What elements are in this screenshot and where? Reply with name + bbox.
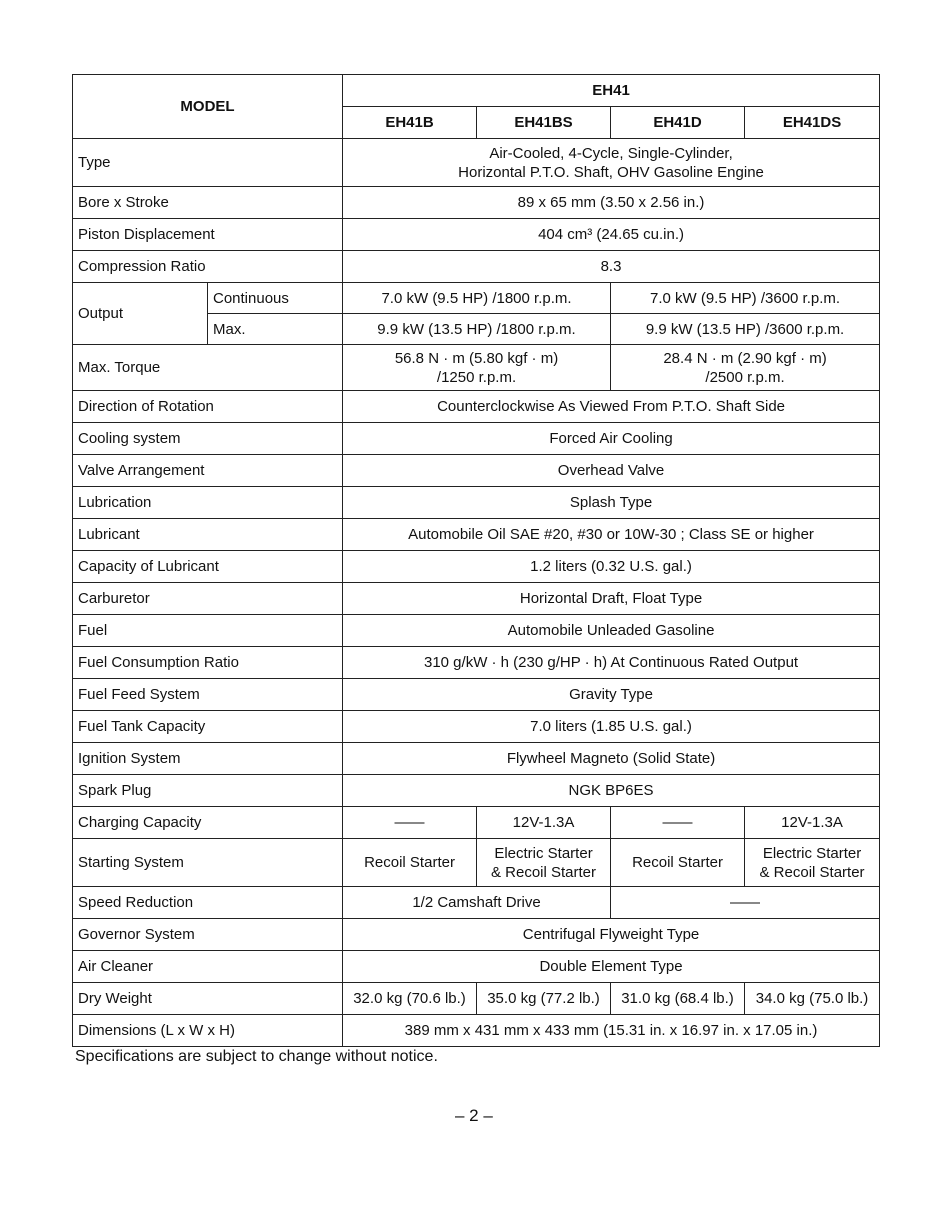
value-line: & Recoil Starter	[490, 863, 597, 881]
row-value: Recoil Starter	[343, 839, 477, 887]
row-value: 7.0 kW (9.5 HP) /1800 r.p.m.	[343, 283, 611, 314]
table-row	[73, 951, 880, 983]
row-label: Compression Ratio	[73, 251, 343, 283]
row-value: Flywheel Magneto (Solid State)	[343, 743, 880, 775]
table-row	[73, 743, 880, 775]
row-value	[343, 345, 611, 391]
table-row	[73, 519, 880, 551]
row-value: 34.0 kg (75.0 lb.)	[745, 983, 880, 1015]
row-label: Valve Arrangement	[73, 455, 343, 487]
row-value: ——	[611, 887, 880, 919]
value-line: Air-Cooled, 4-Cycle, Single-Cylinder,	[489, 144, 733, 162]
row-label: Capacity of Lubricant	[73, 551, 343, 583]
row-label: Fuel Tank Capacity	[73, 711, 343, 743]
value-line: 28.4 N · m (2.90 kgf · m)	[663, 349, 827, 367]
row-value: ——	[343, 807, 477, 839]
table-row	[73, 487, 880, 519]
row-value: Recoil Starter	[611, 839, 745, 887]
row-label: Lubrication	[73, 487, 343, 519]
table-row	[73, 775, 880, 807]
table-row	[73, 455, 880, 487]
table-row	[73, 919, 880, 951]
row-value: Horizontal Draft, Float Type	[343, 583, 880, 615]
row-label: Dimensions (L x W x H)	[73, 1015, 343, 1047]
row-value: Overhead Valve	[343, 455, 880, 487]
row-label: Charging Capacity	[73, 807, 343, 839]
row-label: Type	[73, 139, 343, 187]
row-value	[745, 839, 880, 887]
row-label: Bore x Stroke	[73, 187, 343, 219]
row-value: ——	[611, 807, 745, 839]
table-row	[73, 187, 880, 219]
row-label: Fuel Feed System	[73, 679, 343, 711]
value-line: /1250 r.p.m.	[436, 368, 517, 386]
row-value: 7.0 kW (9.5 HP) /3600 r.p.m.	[611, 283, 880, 314]
row-value: 12V-1.3A	[477, 807, 611, 839]
row-label: Governor System	[73, 919, 343, 951]
row-value: 1.2 liters (0.32 U.S. gal.)	[343, 551, 880, 583]
row-value: Gravity Type	[343, 679, 880, 711]
value-line: /2500 r.p.m.	[705, 368, 785, 386]
table-row	[73, 887, 880, 919]
page-number: – 2 –	[455, 1106, 493, 1125]
table-row	[73, 391, 880, 423]
row-value	[477, 839, 611, 887]
row-label: Direction of Rotation	[73, 391, 343, 423]
row-value: 32.0 kg (70.6 lb.)	[343, 983, 477, 1015]
row-value: Forced Air Cooling	[343, 423, 880, 455]
row-label: Cooling system	[73, 423, 343, 455]
row-value: Centrifugal Flyweight Type	[343, 919, 880, 951]
row-label: Max. Torque	[73, 345, 343, 391]
variant-header: EH41D	[611, 107, 745, 139]
row-value: Automobile Unleaded Gasoline	[343, 615, 880, 647]
row-value: 404 cm³ (24.65 cu.in.)	[343, 219, 880, 251]
value-line: Electric Starter	[762, 844, 862, 862]
table-row	[73, 711, 880, 743]
table-row	[73, 679, 880, 711]
model-header: MODEL	[73, 75, 343, 139]
table-row	[73, 615, 880, 647]
table-row	[73, 807, 880, 839]
row-value: 1/2 Camshaft Drive	[343, 887, 611, 919]
table-row	[73, 423, 880, 455]
table-row	[73, 1015, 880, 1047]
disclaimer-note: Specifications are subject to change without notice.	[75, 1048, 438, 1065]
variant-header: EH41DS	[745, 107, 880, 139]
row-label: Piston Displacement	[73, 219, 343, 251]
row-value: 35.0 kg (77.2 lb.)	[477, 983, 611, 1015]
engine-header: EH41	[343, 75, 880, 107]
table-row	[73, 839, 880, 887]
table-row	[73, 983, 880, 1015]
row-value: 9.9 kW (13.5 HP) /1800 r.p.m.	[343, 314, 611, 345]
row-label: Fuel Consumption Ratio	[73, 647, 343, 679]
row-value: 89 x 65 mm (3.50 x 2.56 in.)	[343, 187, 880, 219]
row-label: Air Cleaner	[73, 951, 343, 983]
table-row	[73, 283, 880, 314]
value-line: Horizontal P.T.O. Shaft, OHV Gasoline Engine	[458, 163, 764, 181]
table-row	[73, 647, 880, 679]
row-sublabel: Max.	[208, 314, 343, 345]
row-label: Starting System	[73, 839, 343, 887]
row-sublabel: Continuous	[208, 283, 343, 314]
table-row	[73, 583, 880, 615]
row-value: 7.0 liters (1.85 U.S. gal.)	[343, 711, 880, 743]
row-label: Output	[73, 283, 208, 345]
row-label: Dry Weight	[73, 983, 343, 1015]
spec-table	[72, 74, 880, 1047]
value-line: 56.8 N · m (5.80 kgf · m)	[394, 349, 559, 367]
row-label: Lubricant	[73, 519, 343, 551]
value-line: & Recoil Starter	[759, 863, 865, 881]
row-value: NGK BP6ES	[343, 775, 880, 807]
row-value: Splash Type	[343, 487, 880, 519]
row-value: 8.3	[343, 251, 880, 283]
variant-header: EH41BS	[477, 107, 611, 139]
variant-header: EH41B	[343, 107, 477, 139]
row-label: Fuel	[73, 615, 343, 647]
table-row	[73, 345, 880, 391]
table-row	[73, 251, 880, 283]
row-value: 31.0 kg (68.4 lb.)	[611, 983, 745, 1015]
row-label: Speed Reduction	[73, 887, 343, 919]
value-line: Electric Starter	[494, 844, 593, 862]
row-value: Double Element Type	[343, 951, 880, 983]
row-label: Ignition System	[73, 743, 343, 775]
row-value: Counterclockwise As Viewed From P.T.O. Shaft Side	[343, 391, 880, 423]
row-value	[611, 345, 880, 391]
row-value	[343, 139, 880, 187]
table-row	[73, 139, 880, 187]
row-value: 12V-1.3A	[745, 807, 880, 839]
table-row	[73, 551, 880, 583]
table-row	[73, 219, 880, 251]
row-label: Carburetor	[73, 583, 343, 615]
row-label: Spark Plug	[73, 775, 343, 807]
row-value: Automobile Oil SAE #20, #30 or 10W-30 ; Class SE or higher	[343, 519, 880, 551]
row-value: 389 mm x 431 mm x 433 mm (15.31 in. x 16.97 in. x 17.05 in.)	[343, 1015, 880, 1047]
row-value: 310 g/kW · h (230 g/HP · h) At Continuous Rated Output	[343, 647, 880, 679]
row-value: 9.9 kW (13.5 HP) /3600 r.p.m.	[611, 314, 880, 345]
